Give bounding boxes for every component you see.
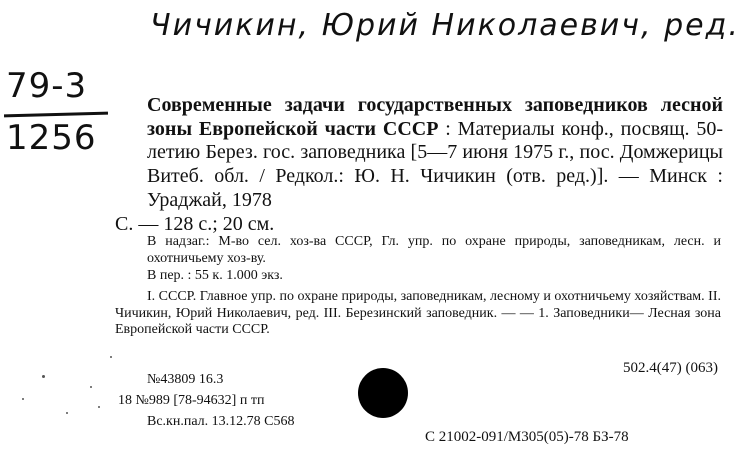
entry-body xyxy=(115,94,723,213)
speck xyxy=(42,375,45,378)
note-tracings xyxy=(115,289,721,339)
note-parallel-title xyxy=(115,234,721,267)
handwritten-call-number-bottom: 1256 xyxy=(6,118,97,158)
bottom-catalog-code: С 21002-091/М305(05)-78 БЗ-78 xyxy=(425,429,629,445)
speck xyxy=(22,398,24,400)
accession-line-2: 18 №989 [78-94632] п тп xyxy=(118,393,265,408)
handwritten-author-heading: Чичикин, Юрий Николаевич, ред. xyxy=(150,8,740,43)
punch-hole xyxy=(358,368,408,418)
bibliographic-entry xyxy=(115,94,723,236)
note-parallel-title-text: В надзаг.: М-во сел. хоз-ва СССР, Гл. упр. по охране природы, заповедникам, лесн. и охотничьему хоз-ву. xyxy=(147,234,721,266)
speck xyxy=(66,412,68,414)
accession-line-3: Вс.кн.пал. 13.12.78 С568 xyxy=(147,414,295,429)
call-number-divider xyxy=(4,112,108,118)
classification-number: 502.4(47) (063) xyxy=(623,360,718,376)
entry-title: Современные задачи государственных заповедников лесной зоны Европейской части СССР xyxy=(147,94,723,140)
speck xyxy=(110,356,112,358)
entry-collation: С. — 128 с.; 20 см. xyxy=(115,212,275,235)
note-tracings-text: I. СССР. Главное упр. по охране природы, заповедникам, лесному и охотничьему хозяйствам. II. Чичикин, Юрий Николаевич, ред. III. Березинский заповедник. — — 1. Заповедники— Лесная зона Европейской части СССР. xyxy=(115,289,721,337)
entry-imprint: : Материалы конф., посвящ. 50-летию Берез. гос. заповедника [5—7 июня 1975 г., пос. Домжерицы Витеб. обл. / Редкол.: Ю. Н. Чичикин (отв. ред.)]. — Минск : Ураджай, 1978 xyxy=(147,117,723,211)
note-price xyxy=(115,268,721,285)
accession-line-1: №43809 16.3 xyxy=(147,372,224,387)
speck xyxy=(98,406,100,408)
handwritten-call-number-top: 79-3 xyxy=(6,66,88,106)
speck xyxy=(90,386,92,388)
note-price-text: В пер. : 55 к. 1.000 экз. xyxy=(147,268,283,283)
